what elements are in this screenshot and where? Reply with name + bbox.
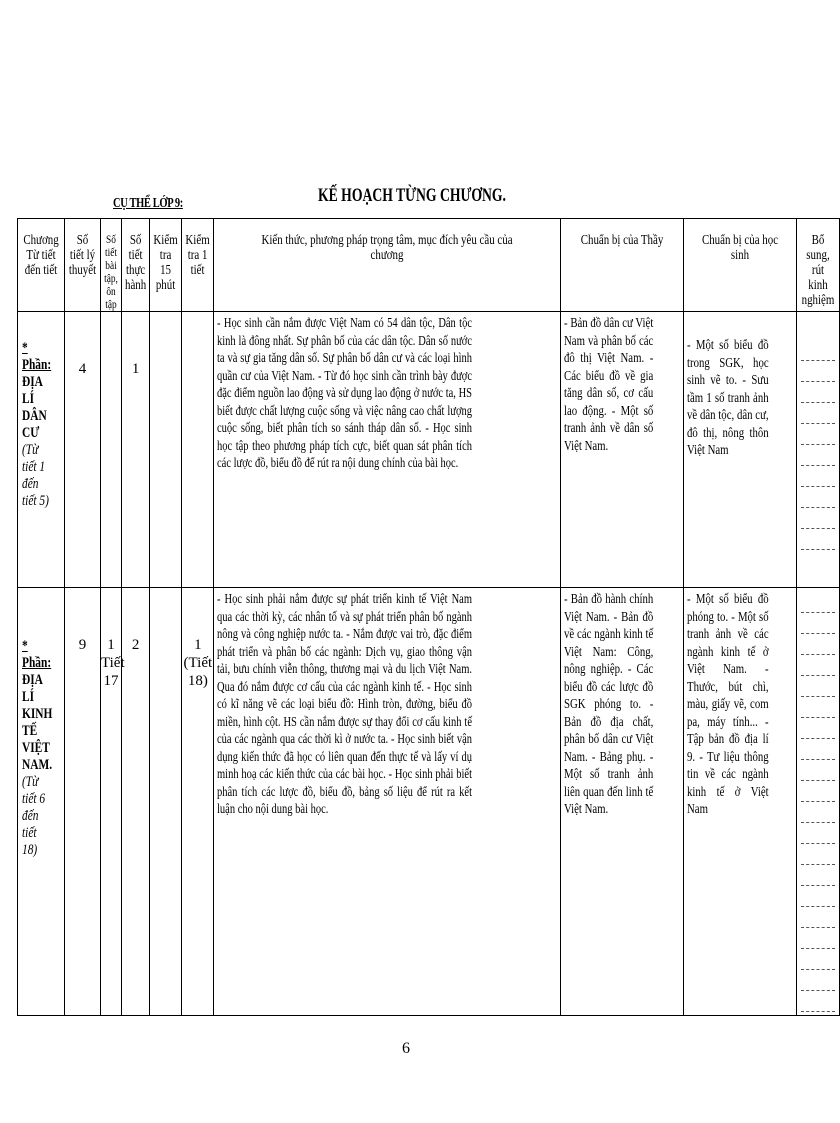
practice-cell: 2 [122,588,150,1016]
test45-cell: 1 (Tiết 18) [182,588,214,1016]
page-number: 6 [402,1040,410,1057]
notes-cell [797,588,840,1016]
page-title: KẾ HOẠCH TỪNG CHƯƠNG. [318,185,506,206]
part-range: (Từ tiết 6 đến tiết 18) [22,774,46,858]
part-range: (Từ tiết 1 đến tiết 5) [22,442,49,509]
part-label: * Phần: [22,638,52,671]
knowledge-cell: - Học sinh cần nắm được Việt Nam có 54 dân tộc, Dân tộc kinh là đông nhất. Sự phân bố của các dân tộc. Dân số nước ta và sự gia tăng dân số. Sự phân bố dân cư và các loại hình quần cư của Việt Nam. - Từ đó học sinh cần trình bày được đặc điểm nguồn lao động và sử dụng lao động ở nước ta, HS biết được chất lượng cuộc sống và việc nâng cao chất lượng cuộc sống, biết phân tích so sánh tháp dân số. - Học sinh học tập theo phương pháp tích cực, biết quan sát phân tích các lược đồ, biểu đồ để rút ra nội dung chính của bài học. [214,312,561,588]
table-row [18,588,840,1016]
part-cell [18,588,65,1016]
practice-cell: 1 [122,312,150,588]
notes-cell [797,312,840,588]
col-header-teacher: Chuẩn bị của Thầy [561,219,684,312]
table-header-row [18,219,840,312]
col-header-exercise: Số tiết bài tập, ôn tập [101,219,122,312]
knowledge-cell: - Học sinh phải nắm được sự phát triển kinh tế Việt Nam qua các thời kỳ, các nhân tố và sự phát triển phân bố ngành nông và công nghiệp nước ta. - Nắm được vai trò, đặc điểm phát triển và phân bố các ngành: Dịch vụ, giao thông vận tải, bưu chính viễn thông, thương mại và du lịch Việt Nam. Qua đó nắm được cơ cấu của các ngành kinh tế. - Học sinh có kĩ năng vẽ các loại biểu đồ: Hình tròn, đường, biểu đồ miền, hình cột. HS cần nắm được sự thay đổi cơ cấu kinh tế của các ngành qua các thời kì ở nước ta. - Học sinh biết vận dụng kiến thức đã học có liên quan đến thực tế và lấy ví dụ minh hoạ các kiến thức của các bài học. - Học sinh phải biết phân tích các lược đồ, biểu đồ, bảng số liệu để rút ra kết luận cho nội dung bài học. [214,588,561,1016]
col-header-knowledge: Kiến thức, phương pháp trọng tâm, mục đích yêu cầu của chương [214,219,561,312]
col-header-test15: Kiểm tra 15 phút [150,219,182,312]
col-header-chapter: Chương Từ tiết đến tiết [18,219,65,312]
subtitle: CỤ THỂ LỚP 9: [113,196,183,211]
student-cell: - Một số biểu đồ trong SGK, học sinh vẽ to. - Sưu tầm 1 số tranh ảnh về dân tộc, dân cư, đô thị, nông thôn Việt Nam [684,312,797,588]
part-name: ĐỊA LÍ KINH TẾ VIỆT NAM. [22,672,53,773]
exercise-cell [101,312,122,588]
test15-cell [150,588,182,1016]
part-cell [18,312,65,588]
table-row [18,312,840,588]
part-label: * Phần: [22,340,52,373]
exercise-cell: 1 Tiết 17 [101,588,122,1016]
col-header-test45: Kiểm tra 1 tiết [182,219,214,312]
col-header-theory: Số tiết lý thuyết [65,219,101,312]
student-cell: - Một số biểu đồ phóng to. - Một số tranh ảnh về các ngành kinh tế ở Việt Nam. - Thước, bút chì, màu, giấy vẽ, com pa, máy tính... - Tập bản đồ địa lí 9. - Tư liệu thông tin về các ngành kinh tế ở Việt Nam [684,588,797,1016]
col-header-notes: Bổ sung, rút kinh nghiệm [797,219,840,312]
theory-cell: 4 [65,312,101,588]
col-header-student: Chuẩn bị của học sinh [684,219,797,312]
col-header-practice: Số tiết thực hành [122,219,150,312]
plan-table [17,218,840,1016]
teacher-cell: - Bản đồ dân cư Việt Nam và phân bố các đô thị Việt Nam. - Các biểu đồ về gia tăng dân số, cơ cấu lao động. - Một số tranh ảnh về dân số Việt Nam. [561,312,684,588]
test45-cell [182,312,214,588]
part-name: ĐỊA LÍ DÂN CƯ [22,374,47,441]
test15-cell [150,312,182,588]
theory-cell: 9 [65,588,101,1016]
teacher-cell: - Bản đồ hành chính Việt Nam. - Bản đồ về các ngành kinh tế Việt Nam: Công, nông nghiệp. - Các biểu đồ các lược đồ SGK phóng to. - Bản đồ địa chất, phân bố dân cư Việt Nam. - Bảng phụ. - Một số tranh ảnh liên quan đến linh tế Việt Nam. [561,588,684,1016]
